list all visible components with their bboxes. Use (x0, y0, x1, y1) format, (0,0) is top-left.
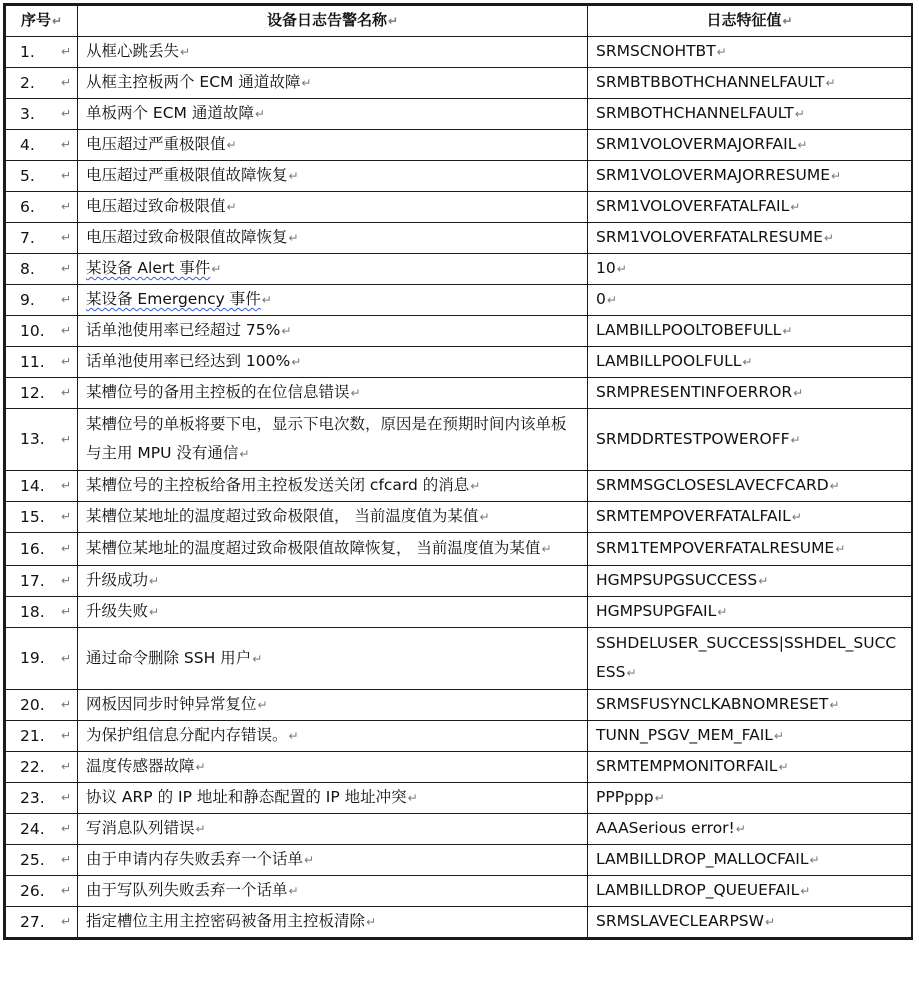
row-index-text: 12. (20, 383, 45, 402)
row-log-signature-text: SRMDDRTESTPOWEROFF (596, 429, 790, 448)
row-index-text: 16. (20, 539, 45, 558)
table-row (6, 316, 912, 347)
row-log-signature-text: SRM1VOLOVERFATALRESUME (596, 228, 823, 246)
row-index: 18. ↵ (6, 597, 78, 628)
table-row (6, 254, 912, 285)
row-index: 26. ↵ (6, 876, 78, 907)
row-log-signature-text: SRMTEMPMONITORFAIL (596, 757, 778, 775)
table-row (6, 597, 912, 628)
row-alarm-name-text: 电压超过致命极限值故障恢复 (86, 228, 288, 246)
table-row (6, 409, 912, 471)
row-index: 16. ↵ (6, 533, 78, 566)
row-log-signature: SRM1VOLOVERMAJORFAIL↵ (588, 130, 912, 161)
row-alarm-name-text: 电压超过严重极限值 (86, 135, 226, 153)
row-alarm-name: 升级成功↵ (78, 566, 588, 597)
row-alarm-name: 为保护组信息分配内存错误。↵ (78, 721, 588, 752)
row-log-signature-text: LAMBILLPOOLFULL (596, 352, 742, 370)
row-log-signature-text: SSHDELUSER_SUCCESS|SSHDEL_SUCCESS (596, 634, 897, 681)
table-row (6, 876, 912, 907)
table-header-row (6, 6, 912, 37)
row-log-signature-text: SRMPRESENTINFOERROR (596, 383, 793, 401)
row-alarm-name-text: 升级失败 (86, 602, 149, 620)
row-index-text: 11. (20, 352, 45, 371)
row-index: 6. ↵ (6, 192, 78, 223)
row-index-text: 25. (20, 850, 45, 869)
row-index: 11. ↵ (6, 347, 78, 378)
row-log-signature-text: TUNN_PSGV_MEM_FAIL (596, 726, 773, 744)
row-index-text: 8. (20, 259, 35, 278)
row-log-signature-text: LAMBILLDROP_QUEUEFAIL (596, 881, 800, 899)
row-alarm-name: 从框心跳丢失↵ (78, 37, 588, 68)
row-log-signature: SRMPRESENTINFOERROR↵ (588, 378, 912, 409)
row-log-signature: SRMTEMPOVERFATALFAIL↵ (588, 502, 912, 533)
row-alarm-name-text: 从框主控板两个 ECM 通道故障 (86, 73, 301, 91)
row-index: 15. ↵ (6, 502, 78, 533)
row-alarm-name: 由于申请内存失败丢弃一个话单↵ (78, 845, 588, 876)
row-index-text: 19. (20, 649, 45, 667)
row-alarm-name-text: 由于写队列失败丢弃一个话单 (86, 881, 288, 899)
row-alarm-name: 电压超过致命极限值↵ (78, 192, 588, 223)
table-body (6, 37, 912, 938)
row-log-signature-text: SRM1TEMPOVERFATALRESUME (596, 539, 835, 557)
row-alarm-name-text: 从框心跳丢失 (86, 42, 180, 60)
row-index-text: 26. (20, 881, 45, 900)
row-index-text: 3. (20, 104, 35, 123)
row-log-signature-text: SRMBTBBOTHCHANNELFAULT (596, 73, 825, 91)
row-log-signature: 0↵ (588, 285, 912, 316)
row-index: 2. ↵ (6, 68, 78, 99)
row-log-signature: SRM1TEMPOVERFATALRESUME↵ (588, 533, 912, 566)
row-index-text: 2. (20, 73, 35, 92)
row-index: 8. ↵ (6, 254, 78, 285)
row-alarm-name-text: 通过命令删除 SSH 用户 (86, 648, 252, 667)
row-log-signature: LAMBILLDROP_QUEUEFAIL↵ (588, 876, 912, 907)
table-row (6, 285, 912, 316)
row-log-signature: SRM1VOLOVERFATALFAIL↵ (588, 192, 912, 223)
row-log-signature-text: SRMSCNOHTBT (596, 42, 716, 60)
row-alarm-name-text: 由于申请内存失败丢弃一个话单 (86, 850, 304, 868)
row-index-text: 22. (20, 757, 45, 776)
table-row (6, 347, 912, 378)
row-index: 7. ↵ (6, 223, 78, 254)
row-index: 25. ↵ (6, 845, 78, 876)
table-row (6, 37, 912, 68)
row-index-text: 4. (20, 135, 35, 154)
row-log-signature-text: 0 (596, 290, 606, 308)
row-alarm-name: 升级失败↵ (78, 597, 588, 628)
row-alarm-name: 某槽位号的单板将要下电，显示下电次数，原因是在预期时间内该单板与主用 MPU 没有通信↵ (78, 409, 588, 471)
row-log-signature-text: SRMTEMPOVERFATALFAIL (596, 507, 791, 525)
row-log-signature: SRMBOTHCHANNELFAULT↵ (588, 99, 912, 130)
row-alarm-name-text: 某槽位号的单板将要下电，显示下电次数，原因是在预期时间内该单板与主用 MPU 没有通信 (86, 415, 567, 462)
header-alarm-name: 设备日志告警名称↵ (78, 6, 588, 37)
table-row (6, 161, 912, 192)
row-alarm-name: 电压超过严重极限值↵ (78, 130, 588, 161)
row-index-text: 14. (20, 476, 45, 495)
table-row (6, 378, 912, 409)
row-index-text: 7. (20, 228, 35, 247)
row-index-text: 5. (20, 166, 35, 185)
row-alarm-name: 写消息队列错误↵ (78, 814, 588, 845)
row-alarm-name: 温度传感器故障↵ (78, 752, 588, 783)
row-alarm-name-text: 温度传感器故障 (86, 757, 195, 775)
row-alarm-name-text: 写消息队列错误 (86, 819, 195, 837)
row-alarm-name-text: 某槽位某地址的温度超过致命极限值故障恢复， 当前温度值为某值 (86, 539, 541, 557)
row-log-signature-text: SRMSLAVECLEARPSW (596, 912, 764, 930)
row-log-signature: LAMBILLPOOLTOBEFULL↵ (588, 316, 912, 347)
row-log-signature-text: SRM1VOLOVERMAJORFAIL (596, 135, 797, 153)
row-alarm-name: 某槽位某地址的温度超过致命极限值故障恢复， 当前温度值为某值↵ (78, 533, 588, 566)
row-index: 9. ↵ (6, 285, 78, 316)
row-alarm-name-text: 某槽位某地址的温度超过致命极限值， 当前温度值为某值 (86, 507, 479, 525)
row-index: 21. ↵ (6, 721, 78, 752)
row-log-signature: SRMSCNOHTBT↵ (588, 37, 912, 68)
row-alarm-name: 协议 ARP 的 IP 地址和静态配置的 IP 地址冲突↵ (78, 783, 588, 814)
row-alarm-name: 电压超过严重极限值故障恢复↵ (78, 161, 588, 192)
table-row (6, 471, 912, 502)
row-log-signature-text: SRMMSGCLOSESLAVECFCARD (596, 476, 829, 494)
row-log-signature: SRMSFUSYNCLKABNOMRESET↵ (588, 690, 912, 721)
row-log-signature: LAMBILLPOOLFULL↵ (588, 347, 912, 378)
row-alarm-name: 通过命令删除 SSH 用户↵ (78, 628, 588, 690)
row-log-signature-text: SRM1VOLOVERMAJORRESUME (596, 166, 830, 184)
alarm-table-container (3, 3, 913, 940)
row-alarm-name-text: 指定槽位主用主控密码被备用主控板清除 (86, 912, 366, 930)
row-alarm-name: 从框主控板两个 ECM 通道故障↵ (78, 68, 588, 99)
row-index: 23. ↵ (6, 783, 78, 814)
row-alarm-name: 某槽位某地址的温度超过致命极限值， 当前温度值为某值↵ (78, 502, 588, 533)
row-index: 17. ↵ (6, 566, 78, 597)
row-log-signature: SRMDDRTESTPOWEROFF↵ (588, 409, 912, 471)
table-row (6, 814, 912, 845)
header-log-signature: 日志特征值↵ (588, 6, 912, 37)
row-log-signature: HGMPSUPGSUCCESS↵ (588, 566, 912, 597)
row-alarm-name: 单板两个 ECM 通道故障↵ (78, 99, 588, 130)
row-alarm-name: 某槽位号的备用主控板的在位信息错误↵ (78, 378, 588, 409)
table-row (6, 99, 912, 130)
row-log-signature-text: SRMBOTHCHANNELFAULT (596, 104, 794, 122)
row-log-signature: HGMPSUPGFAIL↵ (588, 597, 912, 628)
row-index-text: 20. (20, 695, 45, 714)
row-index-text: 6. (20, 197, 35, 216)
row-alarm-name-text: 网板因同步时钟异常复位 (86, 695, 257, 713)
header-index: 序号↵ (6, 6, 78, 37)
row-index: 20. ↵ (6, 690, 78, 721)
row-index: 14. ↵ (6, 471, 78, 502)
row-index: 12. ↵ (6, 378, 78, 409)
table-row (6, 68, 912, 99)
row-log-signature: SRMMSGCLOSESLAVECFCARD↵ (588, 471, 912, 502)
row-log-signature: 10↵ (588, 254, 912, 285)
table-row (6, 192, 912, 223)
table-row (6, 502, 912, 533)
table-row (6, 752, 912, 783)
row-index-text: 10. (20, 321, 45, 340)
row-alarm-name: 话单池使用率已经达到 100%↵ (78, 347, 588, 378)
row-log-signature-text: SRM1VOLOVERFATALFAIL (596, 197, 790, 215)
table-row (6, 566, 912, 597)
row-index-text: 24. (20, 819, 45, 838)
table-row (6, 907, 912, 938)
row-alarm-name: 话单池使用率已经超过 75%↵ (78, 316, 588, 347)
row-log-signature-text: AAASerious error! (596, 819, 735, 837)
row-alarm-name-text: 电压超过严重极限值故障恢复 (86, 166, 288, 184)
row-log-signature: SRMBTBBOTHCHANNELFAULT↵ (588, 68, 912, 99)
row-log-signature: SRMSLAVECLEARPSW↵ (588, 907, 912, 938)
row-log-signature: SRMTEMPMONITORFAIL↵ (588, 752, 912, 783)
row-index: 13. ↵ (6, 409, 78, 471)
table-row (6, 845, 912, 876)
row-alarm-name-text: 协议 ARP 的 IP 地址和静态配置的 IP 地址冲突 (86, 788, 407, 806)
row-log-signature-text: HGMPSUPGFAIL (596, 602, 717, 620)
row-log-signature-text: LAMBILLPOOLTOBEFULL (596, 321, 782, 339)
row-alarm-name: 某槽位号的主控板给备用主控板发送关闭 cfcard 的消息↵ (78, 471, 588, 502)
row-alarm-name-text: 话单池使用率已经达到 100% (86, 352, 291, 370)
row-log-signature: SRM1VOLOVERFATALRESUME↵ (588, 223, 912, 254)
row-log-signature: TUNN_PSGV_MEM_FAIL↵ (588, 721, 912, 752)
row-index-text: 9. (20, 290, 35, 309)
table-row (6, 533, 912, 566)
row-alarm-name-text: 单板两个 ECM 通道故障 (86, 104, 254, 122)
row-alarm-name: 电压超过致命极限值故障恢复↵ (78, 223, 588, 254)
table-row (6, 130, 912, 161)
row-index: 19. ↵ (6, 628, 78, 690)
row-index-text: 18. (20, 602, 45, 621)
row-index: 27. ↵ (6, 907, 78, 938)
alarm-table (5, 5, 912, 938)
row-alarm-name-text: 升级成功 (86, 571, 149, 589)
row-log-signature-text: 10 (596, 259, 616, 277)
row-alarm-name: 某设备 Emergency 事件↵ (78, 285, 588, 316)
row-index-text: 13. (20, 430, 45, 448)
table-row (6, 628, 912, 690)
row-alarm-name-text: 某槽位号的备用主控板的在位信息错误 (86, 383, 350, 401)
row-index: 10. ↵ (6, 316, 78, 347)
row-index: 1. ↵ (6, 37, 78, 68)
row-alarm-name: 网板因同步时钟异常复位↵ (78, 690, 588, 721)
row-log-signature-text: SRMSFUSYNCLKABNOMRESET (596, 695, 829, 713)
row-alarm-name-text: 话单池使用率已经超过 75% (86, 321, 281, 339)
row-index: 3. ↵ (6, 99, 78, 130)
row-alarm-name-text: 某设备 Emergency 事件 (86, 290, 261, 308)
row-index-text: 15. (20, 507, 45, 526)
row-log-signature-text: HGMPSUPGSUCCESS (596, 571, 758, 589)
row-index: 24. ↵ (6, 814, 78, 845)
row-index-text: 1. (20, 42, 35, 61)
row-alarm-name: 某设备 Alert 事件↵ (78, 254, 588, 285)
table-row (6, 721, 912, 752)
row-index-text: 27. (20, 912, 45, 931)
row-alarm-name-text: 某槽位号的主控板给备用主控板发送关闭 cfcard 的消息 (86, 476, 470, 494)
row-alarm-name: 指定槽位主用主控密码被备用主控板清除↵ (78, 907, 588, 938)
row-log-signature-text: LAMBILLDROP_MALLOCFAIL (596, 850, 809, 868)
row-index-text: 21. (20, 726, 45, 745)
row-log-signature: SSHDELUSER_SUCCESS|SSHDEL_SUCCESS↵ (588, 628, 912, 690)
row-index: 4. ↵ (6, 130, 78, 161)
row-index-text: 23. (20, 788, 45, 807)
table-row (6, 223, 912, 254)
row-alarm-name-text: 为保护组信息分配内存错误。 (86, 726, 288, 744)
table-row (6, 783, 912, 814)
row-index: 5. ↵ (6, 161, 78, 192)
row-alarm-name: 由于写队列失败丢弃一个话单↵ (78, 876, 588, 907)
row-index: 22. ↵ (6, 752, 78, 783)
row-log-signature: PPPppp↵ (588, 783, 912, 814)
row-log-signature-text: PPPppp (596, 788, 654, 806)
row-alarm-name-text: 某设备 Alert 事件 (86, 259, 211, 277)
row-log-signature: SRM1VOLOVERMAJORRESUME↵ (588, 161, 912, 192)
row-alarm-name-text: 电压超过致命极限值 (86, 197, 226, 215)
table-row (6, 690, 912, 721)
row-log-signature: LAMBILLDROP_MALLOCFAIL↵ (588, 845, 912, 876)
row-log-signature: AAASerious error!↵ (588, 814, 912, 845)
row-index-text: 17. (20, 571, 45, 590)
